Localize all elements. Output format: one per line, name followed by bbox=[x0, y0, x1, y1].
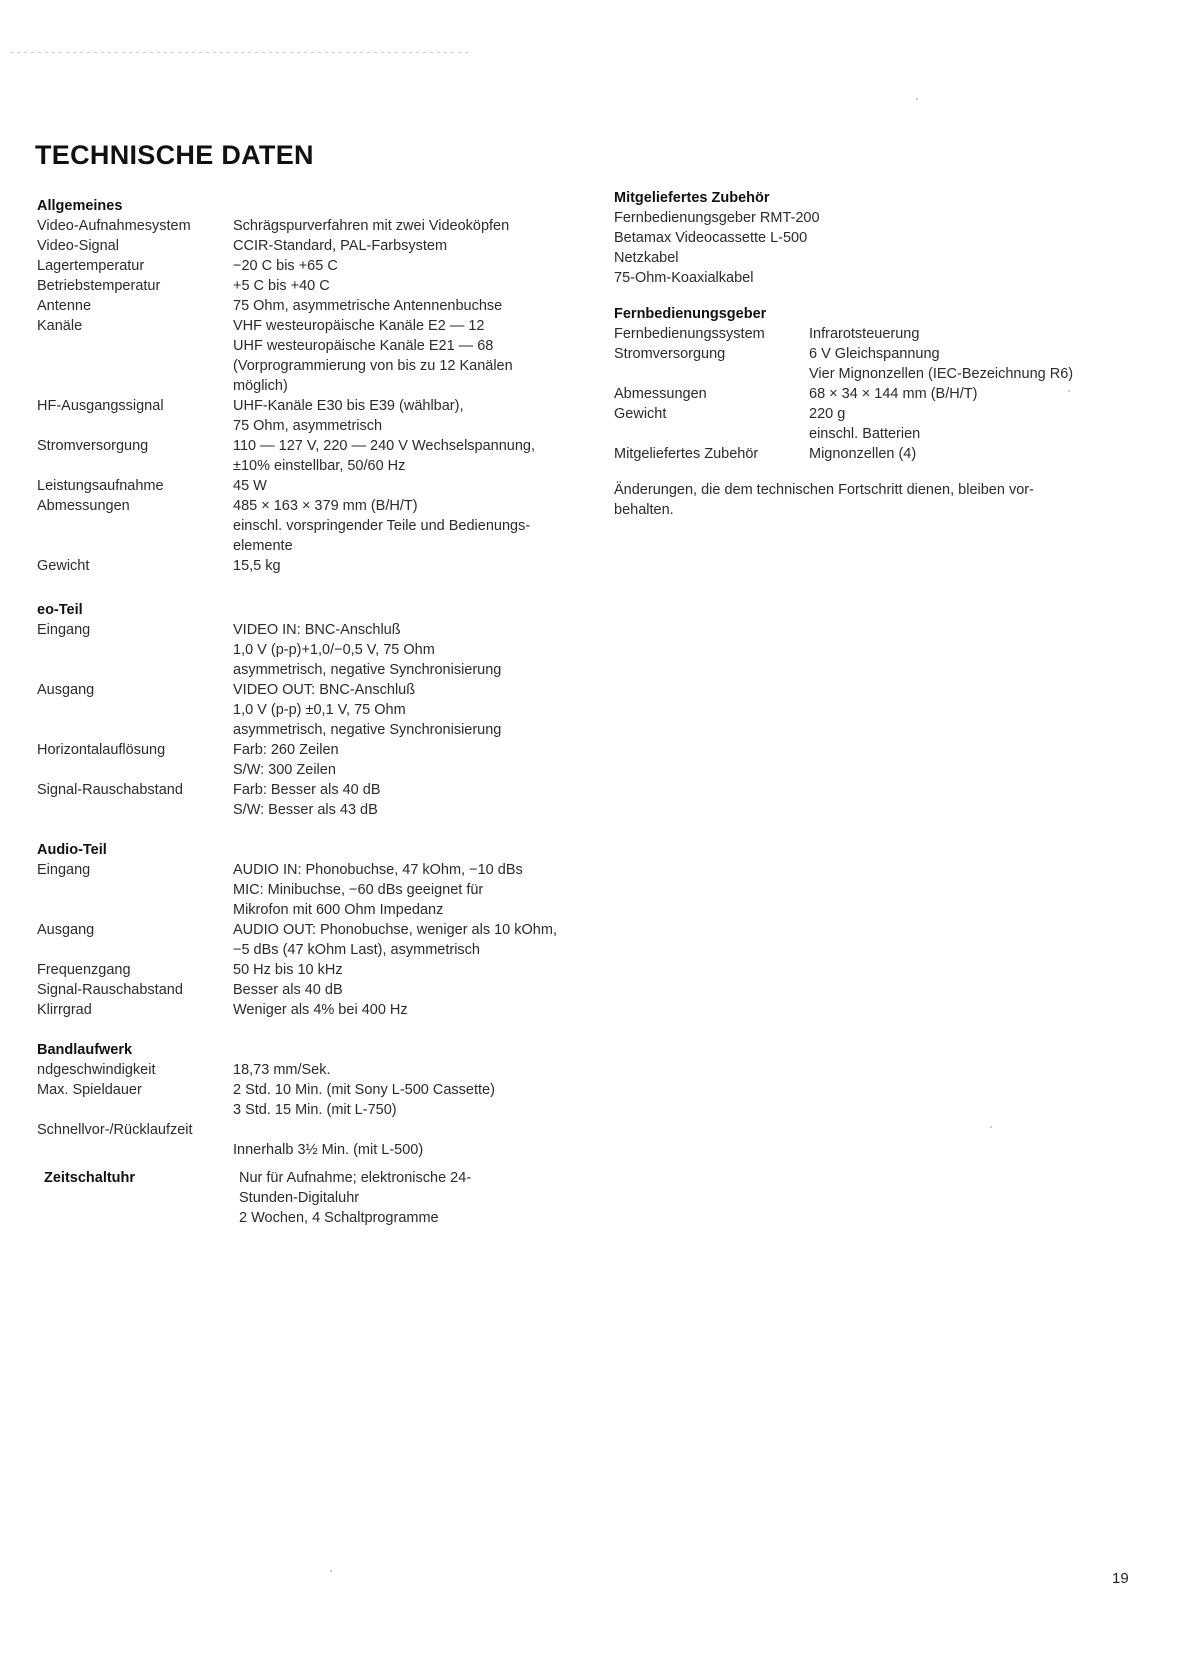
spec-label: Stromversorgung bbox=[614, 346, 726, 362]
spec-value: S/W: 300 Zeilen bbox=[233, 762, 336, 778]
spec-values bbox=[233, 860, 617, 920]
spec-label: Schnellvor-/Rücklaufzeit bbox=[37, 1122, 193, 1138]
spec-value: 110 — 127 V, 220 — 240 V Wechselspannung, bbox=[233, 438, 536, 454]
spec-row bbox=[37, 860, 617, 920]
spec-value: möglich) bbox=[233, 378, 288, 394]
spec-row bbox=[37, 496, 617, 556]
spec-value: Farb: Besser als 40 dB bbox=[233, 782, 381, 798]
page-title: TECHNISCHE DATEN bbox=[35, 140, 314, 170]
spec-value: VIDEO IN: BNC-Anschluß bbox=[233, 622, 401, 638]
spec-value: −20 C bis +65 C bbox=[233, 258, 338, 274]
spec-values bbox=[233, 980, 617, 1000]
spec-row bbox=[37, 740, 617, 780]
spec-label: Signal-Rauschabstand bbox=[37, 782, 183, 798]
spec-value: 75 Ohm, asymmetrisch bbox=[233, 418, 383, 434]
spec-value: 68 × 34 × 144 mm (B/H/T) bbox=[809, 386, 978, 402]
spec-label: Gewicht bbox=[37, 558, 90, 574]
spec-row bbox=[37, 436, 617, 476]
spec-label: Horizontalauflösung bbox=[37, 742, 166, 758]
accessory-item: Betamax Videocassette L-500 bbox=[614, 230, 808, 246]
scan-speck bbox=[1068, 390, 1070, 392]
spec-value: 220 g bbox=[809, 406, 846, 422]
spec-row bbox=[37, 680, 617, 740]
spec-value: Nur für Aufnahme; elektronische 24- bbox=[239, 1170, 472, 1186]
spec-values bbox=[809, 344, 1134, 384]
spec-values bbox=[233, 780, 617, 820]
spec-values bbox=[233, 1000, 617, 1020]
spec-row bbox=[37, 1000, 617, 1020]
spec-row bbox=[37, 556, 617, 576]
spec-label: HF-Ausgangssignal bbox=[37, 398, 164, 414]
spec-values bbox=[233, 920, 617, 960]
spec-values bbox=[233, 740, 617, 780]
scan-speck bbox=[330, 1570, 332, 1572]
spec-row bbox=[614, 324, 1134, 344]
spec-value: 50 Hz bis 10 kHz bbox=[233, 962, 343, 978]
page-number: 19 bbox=[1112, 1570, 1129, 1587]
spec-values bbox=[233, 276, 617, 296]
spec-value: 1,0 V (p-p) ±0,1 V, 75 Ohm bbox=[233, 702, 406, 718]
spec-row bbox=[37, 960, 617, 980]
spec-row bbox=[37, 256, 617, 276]
right-column bbox=[614, 188, 1134, 520]
spec-label: Betriebstemperatur bbox=[37, 278, 161, 294]
spec-row bbox=[37, 620, 617, 680]
spec-value: 75 Ohm, asymmetrische Antennenbuchse bbox=[233, 298, 503, 314]
spec-row bbox=[37, 296, 617, 316]
spec-row bbox=[614, 444, 1134, 464]
spec-value: einschl. vorspringender Teile und Bedienungs- bbox=[233, 518, 531, 534]
scan-artifact-line bbox=[10, 52, 470, 53]
spec-row bbox=[37, 316, 617, 396]
accessory-item: Netzkabel bbox=[614, 250, 679, 266]
spec-label: Eingang bbox=[37, 622, 91, 638]
spec-value: einschl. Batterien bbox=[809, 426, 921, 442]
left-column bbox=[37, 196, 617, 1180]
spec-value: 485 × 163 × 379 mm (B/H/T) bbox=[233, 498, 418, 514]
spec-value: Farb: 260 Zeilen bbox=[233, 742, 339, 758]
spec-row bbox=[37, 980, 617, 1000]
spec-row bbox=[37, 1120, 617, 1160]
spec-values bbox=[233, 236, 617, 256]
spec-value: 45 W bbox=[233, 478, 267, 494]
spec-label: Frequenzgang bbox=[37, 962, 131, 978]
zeitschaltuhr-values bbox=[239, 1168, 614, 1228]
spec-label: Kanäle bbox=[37, 318, 83, 334]
spec-label: Video-Signal bbox=[37, 238, 119, 254]
spec-row bbox=[37, 780, 617, 820]
spec-values bbox=[809, 404, 1134, 444]
section-title: Allgemeines bbox=[37, 198, 123, 214]
spec-label: Signal-Rauschabstand bbox=[37, 982, 183, 998]
spec-value: ±10% einstellbar, 50/60 Hz bbox=[233, 458, 406, 474]
zubehoer-title: Mitgeliefertes Zubehör bbox=[614, 190, 770, 206]
spec-value: asymmetrisch, negative Synchronisierung bbox=[233, 722, 502, 738]
accessory-item: Fernbedienungsgeber RMT-200 bbox=[614, 210, 820, 226]
spec-row bbox=[37, 216, 617, 236]
spec-value bbox=[233, 1120, 617, 1140]
accessory-item: 75-Ohm-Koaxialkabel bbox=[614, 270, 754, 286]
spec-label: Abmessungen bbox=[37, 498, 130, 514]
spec-values bbox=[233, 296, 617, 316]
spec-label: Eingang bbox=[37, 862, 91, 878]
section-title: eo-Teil bbox=[37, 602, 83, 618]
change-note bbox=[614, 480, 1134, 520]
spec-value: 1,0 V (p-p)+1,0/−0,5 V, 75 Ohm bbox=[233, 642, 435, 658]
spec-row bbox=[37, 1080, 617, 1120]
spec-values bbox=[233, 960, 617, 980]
spec-section bbox=[37, 840, 617, 1020]
scan-speck bbox=[916, 98, 918, 100]
spec-values bbox=[233, 496, 617, 556]
spec-value: VHF westeuropäische Kanäle E2 — 12 bbox=[233, 318, 485, 334]
spec-section bbox=[37, 1040, 617, 1160]
spec-value: Stunden-Digitaluhr bbox=[239, 1190, 360, 1206]
spec-label: Antenne bbox=[37, 298, 92, 314]
spec-values bbox=[233, 216, 617, 236]
spec-label: Lagertemperatur bbox=[37, 258, 145, 274]
spec-value: Schrägspurverfahren mit zwei Videoköpfen bbox=[233, 218, 510, 234]
spec-value: Mikrofon mit 600 Ohm Impedanz bbox=[233, 902, 444, 918]
spec-values bbox=[233, 256, 617, 276]
spec-label: Max. Spieldauer bbox=[37, 1082, 142, 1098]
spec-value: MIC: Minibuchse, −60 dBs geeignet für bbox=[233, 882, 484, 898]
spec-values bbox=[809, 384, 1134, 404]
spec-row bbox=[37, 396, 617, 436]
spec-values bbox=[233, 476, 617, 496]
spec-label: Ausgang bbox=[37, 922, 95, 938]
spec-value: 3 Std. 15 Min. (mit L-750) bbox=[233, 1102, 397, 1118]
spec-value: Weniger als 4% bei 400 Hz bbox=[233, 1002, 408, 1018]
spec-value: Innerhalb 3½ Min. (mit L-500) bbox=[233, 1142, 424, 1158]
spec-values bbox=[233, 680, 617, 740]
zeitschaltuhr-title: Zeitschaltuhr bbox=[44, 1170, 136, 1186]
spec-value: 6 V Gleichspannung bbox=[809, 346, 940, 362]
spec-row bbox=[37, 920, 617, 960]
section-title: Audio-Teil bbox=[37, 842, 107, 858]
spec-values bbox=[233, 556, 617, 576]
spec-value: 2 Std. 10 Min. (mit Sony L-500 Cassette) bbox=[233, 1082, 495, 1098]
spec-values bbox=[233, 1120, 617, 1160]
spec-value: Vier Mignonzellen (IEC-Bezeichnung R6) bbox=[809, 366, 1074, 382]
spec-row bbox=[37, 476, 617, 496]
spec-value: S/W: Besser als 43 dB bbox=[233, 802, 378, 818]
spec-values bbox=[233, 396, 617, 436]
spec-values bbox=[233, 436, 617, 476]
spec-value: Infrarotsteuerung bbox=[809, 326, 920, 342]
spec-values bbox=[809, 324, 1134, 344]
spec-value: UHF-Kanäle E30 bis E39 (wählbar), bbox=[233, 398, 464, 414]
spec-label: Fernbedienungssystem bbox=[614, 326, 765, 342]
spec-values bbox=[233, 1080, 617, 1120]
spec-values bbox=[809, 444, 1134, 464]
fernbedienung-section bbox=[614, 304, 1134, 464]
spec-label: Gewicht bbox=[614, 406, 667, 422]
spec-value: CCIR-Standard, PAL-Farbsystem bbox=[233, 238, 448, 254]
spec-value: elemente bbox=[233, 538, 293, 554]
spec-values bbox=[233, 620, 617, 680]
spec-value: Mignonzellen (4) bbox=[809, 446, 917, 462]
spec-label: ndgeschwindigkeit bbox=[37, 1062, 156, 1078]
spec-row bbox=[37, 276, 617, 296]
spec-label: Abmessungen bbox=[614, 386, 707, 402]
spec-row bbox=[37, 236, 617, 256]
spec-value: VIDEO OUT: BNC-Anschluß bbox=[233, 682, 416, 698]
spec-value: +5 C bis +40 C bbox=[233, 278, 330, 294]
spec-values bbox=[233, 1060, 617, 1080]
fernbedienung-title: Fernbedienungsgeber bbox=[614, 306, 767, 322]
spec-value: (Vorprogrammierung von bis zu 12 Kanälen bbox=[233, 358, 513, 374]
spec-label: Ausgang bbox=[37, 682, 95, 698]
section-title: Bandlaufwerk bbox=[37, 1042, 133, 1058]
spec-value: asymmetrisch, negative Synchronisierung bbox=[233, 662, 502, 678]
spec-label: Leistungsaufnahme bbox=[37, 478, 164, 494]
spec-value: UHF westeuropäische Kanäle E21 — 68 bbox=[233, 338, 494, 354]
spec-value: 2 Wochen, 4 Schaltprogramme bbox=[239, 1210, 439, 1226]
spec-label: Klirrgrad bbox=[37, 1002, 92, 1018]
spec-label: Video-Aufnahmesystem bbox=[37, 218, 191, 234]
spec-value: Besser als 40 dB bbox=[233, 982, 343, 998]
spec-section bbox=[37, 600, 617, 820]
spec-value: AUDIO IN: Phonobuchse, 47 kOhm, −10 dBs bbox=[233, 862, 523, 878]
spec-row bbox=[614, 404, 1134, 444]
spec-value: 15,5 kg bbox=[233, 558, 281, 574]
spec-row bbox=[37, 1060, 617, 1080]
spec-row bbox=[614, 384, 1134, 404]
spec-values bbox=[233, 316, 617, 396]
note-line: behalten. bbox=[614, 502, 674, 518]
spec-value: 18,73 mm/Sek. bbox=[233, 1062, 331, 1078]
spec-section bbox=[37, 196, 617, 576]
spec-label: Mitgeliefertes Zubehör bbox=[614, 446, 759, 462]
zeitschaltuhr-section bbox=[44, 1168, 614, 1228]
zubehoer-section bbox=[614, 188, 1134, 288]
scan-speck bbox=[990, 1126, 992, 1128]
spec-value: −5 dBs (47 kOhm Last), asymmetrisch bbox=[233, 942, 480, 958]
note-line: Änderungen, die dem technischen Fortschritt dienen, bleiben vor- bbox=[614, 482, 1034, 498]
spec-row bbox=[614, 344, 1134, 384]
spec-value: AUDIO OUT: Phonobuchse, weniger als 10 kOhm, bbox=[233, 922, 557, 938]
spec-label: Stromversorgung bbox=[37, 438, 149, 454]
